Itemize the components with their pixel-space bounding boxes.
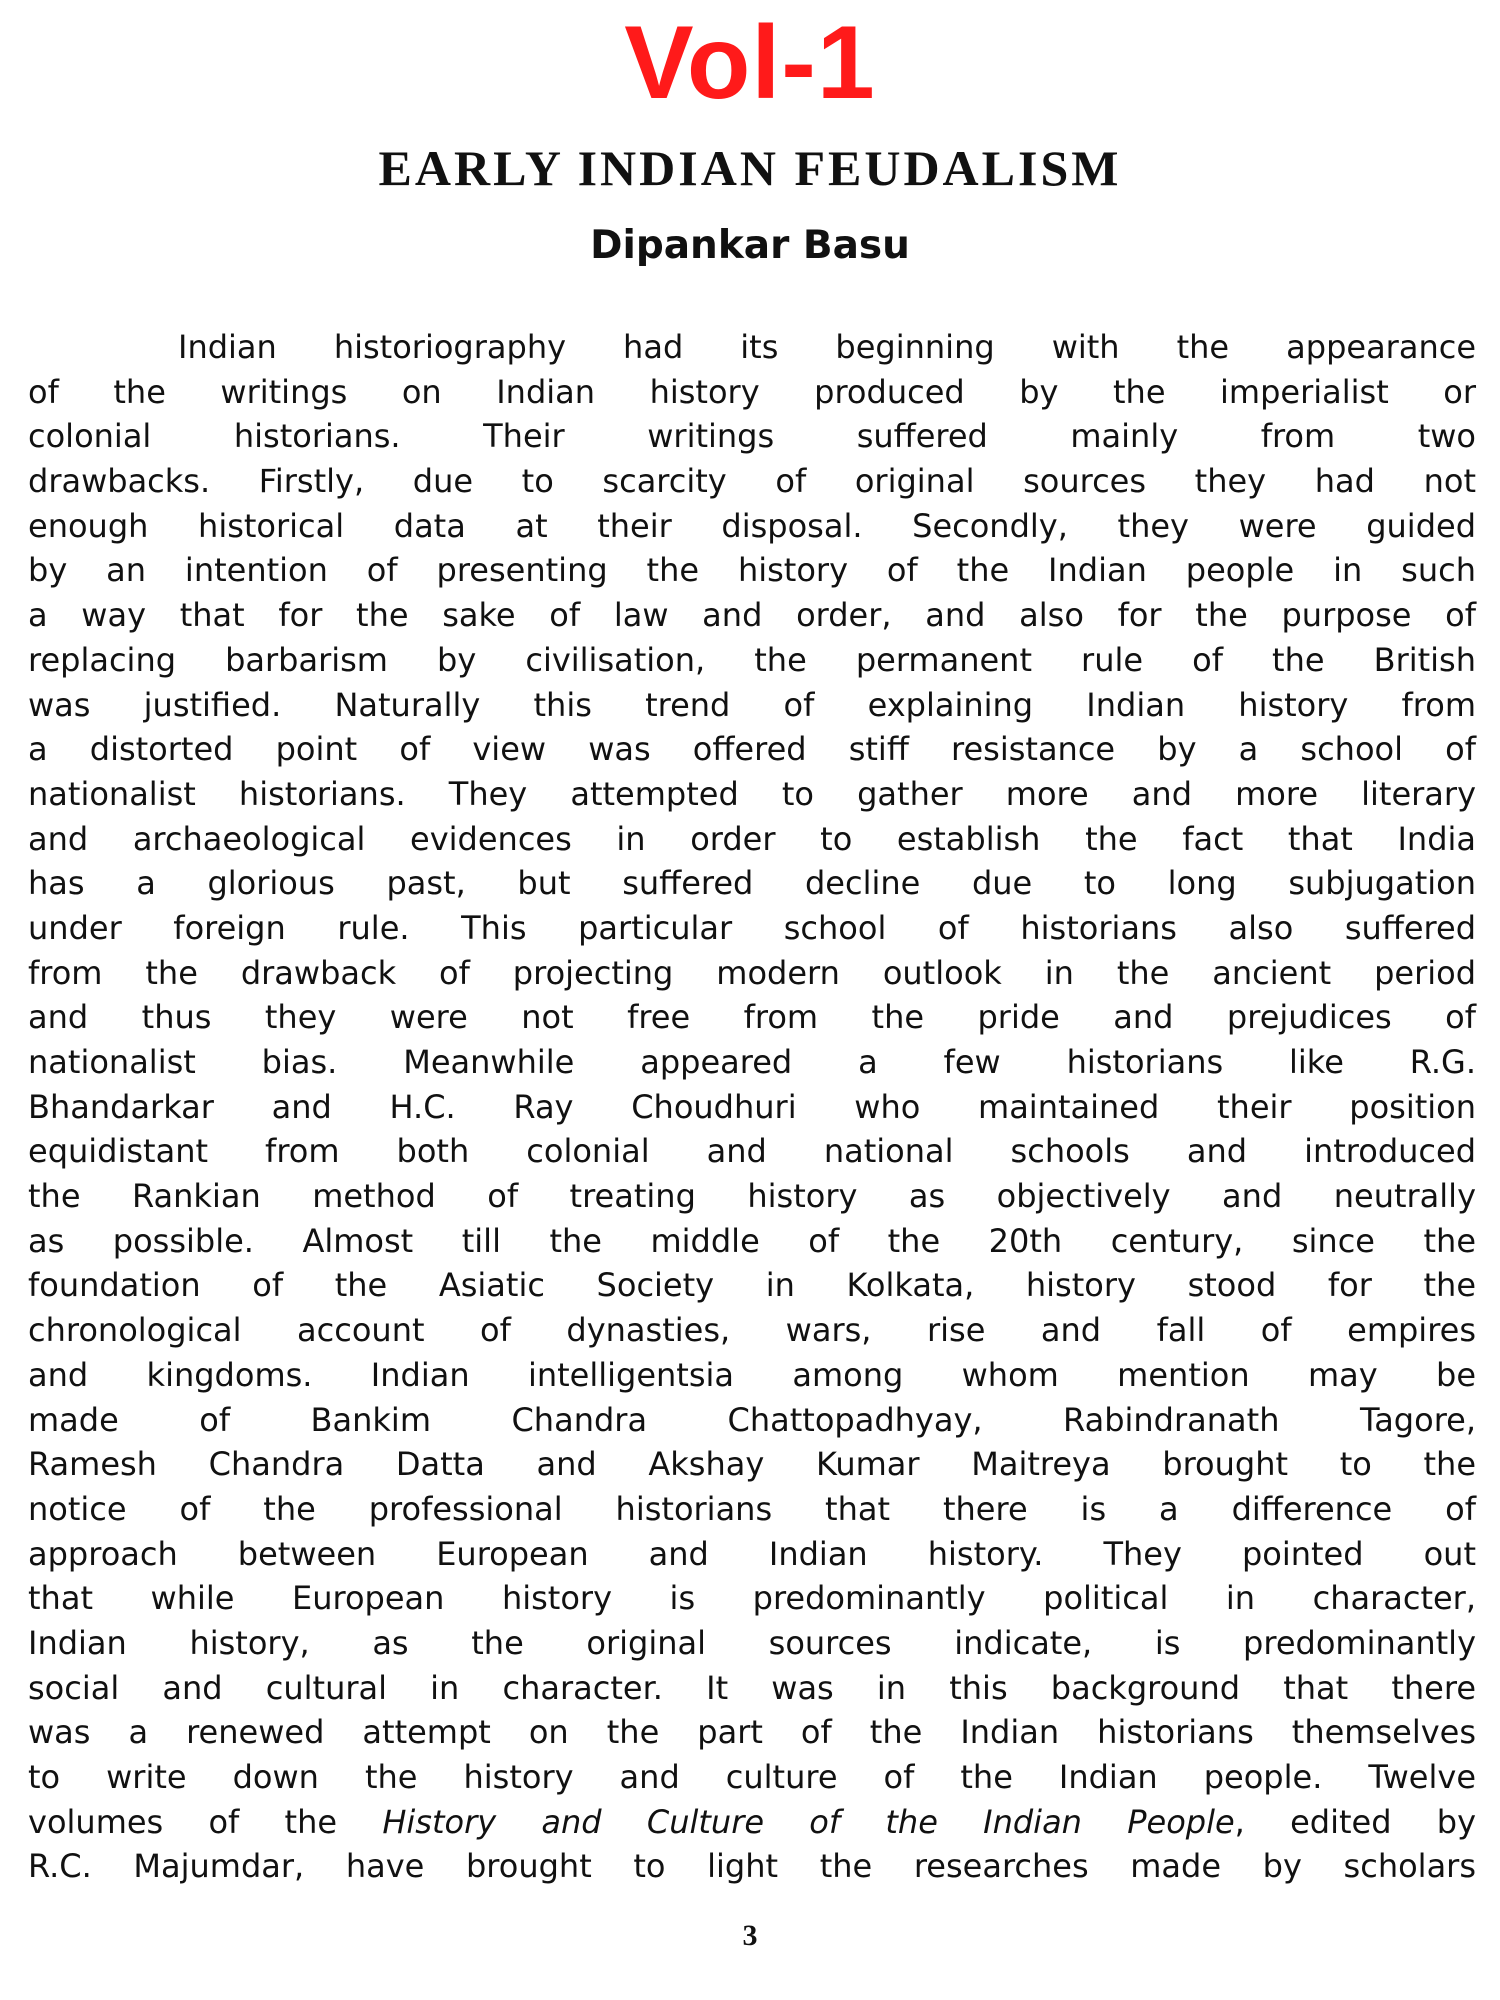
text-line: foundation of the Asiatic Society in Kolkata, history stood for the	[28, 1266, 1476, 1305]
text-segment: , edited by	[1234, 1802, 1477, 1841]
text-line: nationalist historians. They attempted to gather more and more literary	[28, 774, 1476, 813]
book-title-italic: History and Culture of the Indian People	[382, 1802, 1235, 1841]
text-line: to write down the history and culture of the Indian people. Twelve	[28, 1758, 1476, 1796]
text-line: by an intention of presenting the history of the Indian people in such	[28, 551, 1476, 590]
volume-label: Vol-1	[624, 5, 876, 121]
body-paragraph	[28, 325, 1476, 1889]
text-line: chronological account of dynasties, wars, rise and fall of empires	[28, 1311, 1476, 1350]
text-line: that while European history is predominantly political in character,	[28, 1579, 1476, 1618]
text-line: colonial historians. Their writings suffered mainly from two	[28, 417, 1476, 456]
text-line: drawbacks. Firstly, due to scarcity of original sources they had not	[28, 462, 1476, 501]
text-line: nationalist bias. Meanwhile appeared a few historians like R.G.	[28, 1043, 1476, 1081]
text-line: under foreign rule. This particular school of historians also suffered	[28, 908, 1476, 947]
text-line: a distorted point of view was offered stiff resistance by a school of	[28, 730, 1476, 769]
text-line: replacing barbarism by civilisation, the permanent rule of the British	[28, 640, 1476, 679]
chapter-title: EARLY INDIAN FEUDALISM	[378, 140, 1122, 196]
text-line: was justified. Naturally this trend of explaining Indian history from	[28, 685, 1476, 724]
text-line: of the writings on Indian history produced by the imperialist or	[28, 372, 1476, 411]
text-line-with-book-title	[28, 1800, 1476, 1845]
text-line: from the drawback of projecting modern outlook in the ancient period	[28, 953, 1476, 992]
text-line: approach between European and Indian history. They pointed out	[28, 1534, 1476, 1573]
text-line: was a renewed attempt on the part of the Indian historians themselves	[28, 1713, 1476, 1752]
text-line: equidistant from both colonial and national schools and introduced	[28, 1132, 1476, 1171]
text-line: notice of the professional historians that there is a difference of	[28, 1489, 1476, 1528]
text-line: as possible. Almost till the middle of the 20th century, since the	[28, 1221, 1476, 1260]
text-line: and archaeological evidences in order to establish the fact that India	[28, 819, 1476, 858]
text-line: R.C. Majumdar, have brought to light the researches made by scholars	[28, 1847, 1476, 1886]
text-line: Bhandarkar and H.C. Ray Choudhuri who maintained their position	[28, 1087, 1476, 1126]
text-line: Ramesh Chandra Datta and Akshay Kumar Maitreya brought to the	[28, 1445, 1476, 1484]
text-line: a way that for the sake of law and order, and also for the purpose of	[28, 596, 1476, 635]
text-line: and thus they were not free from the pride and prejudices of	[28, 998, 1476, 1037]
text-line: and kingdoms. Indian intelligentsia among whom mention may be	[28, 1355, 1476, 1394]
page-number: 3	[742, 1919, 758, 1952]
text-line: social and cultural in character. It was in this background that there	[28, 1668, 1476, 1707]
text-line: enough historical data at their disposal. Secondly, they were guided	[28, 506, 1476, 545]
text-line: has a glorious past, but suffered decline due to long subjugation	[28, 864, 1476, 903]
text-line: made of Bankim Chandra Chattopadhyay, Rabindranath Tagore,	[28, 1400, 1476, 1439]
text-line: the Rankian method of treating history as objectively and neutrally	[28, 1177, 1476, 1216]
text-line: Indian historiography had its beginning with the appearance	[178, 328, 1476, 366]
text-segment: volumes of the	[28, 1802, 383, 1841]
text-line: Indian history, as the original sources indicate, is predominantly	[28, 1623, 1476, 1662]
author-name: Dipankar Basu	[590, 223, 910, 268]
